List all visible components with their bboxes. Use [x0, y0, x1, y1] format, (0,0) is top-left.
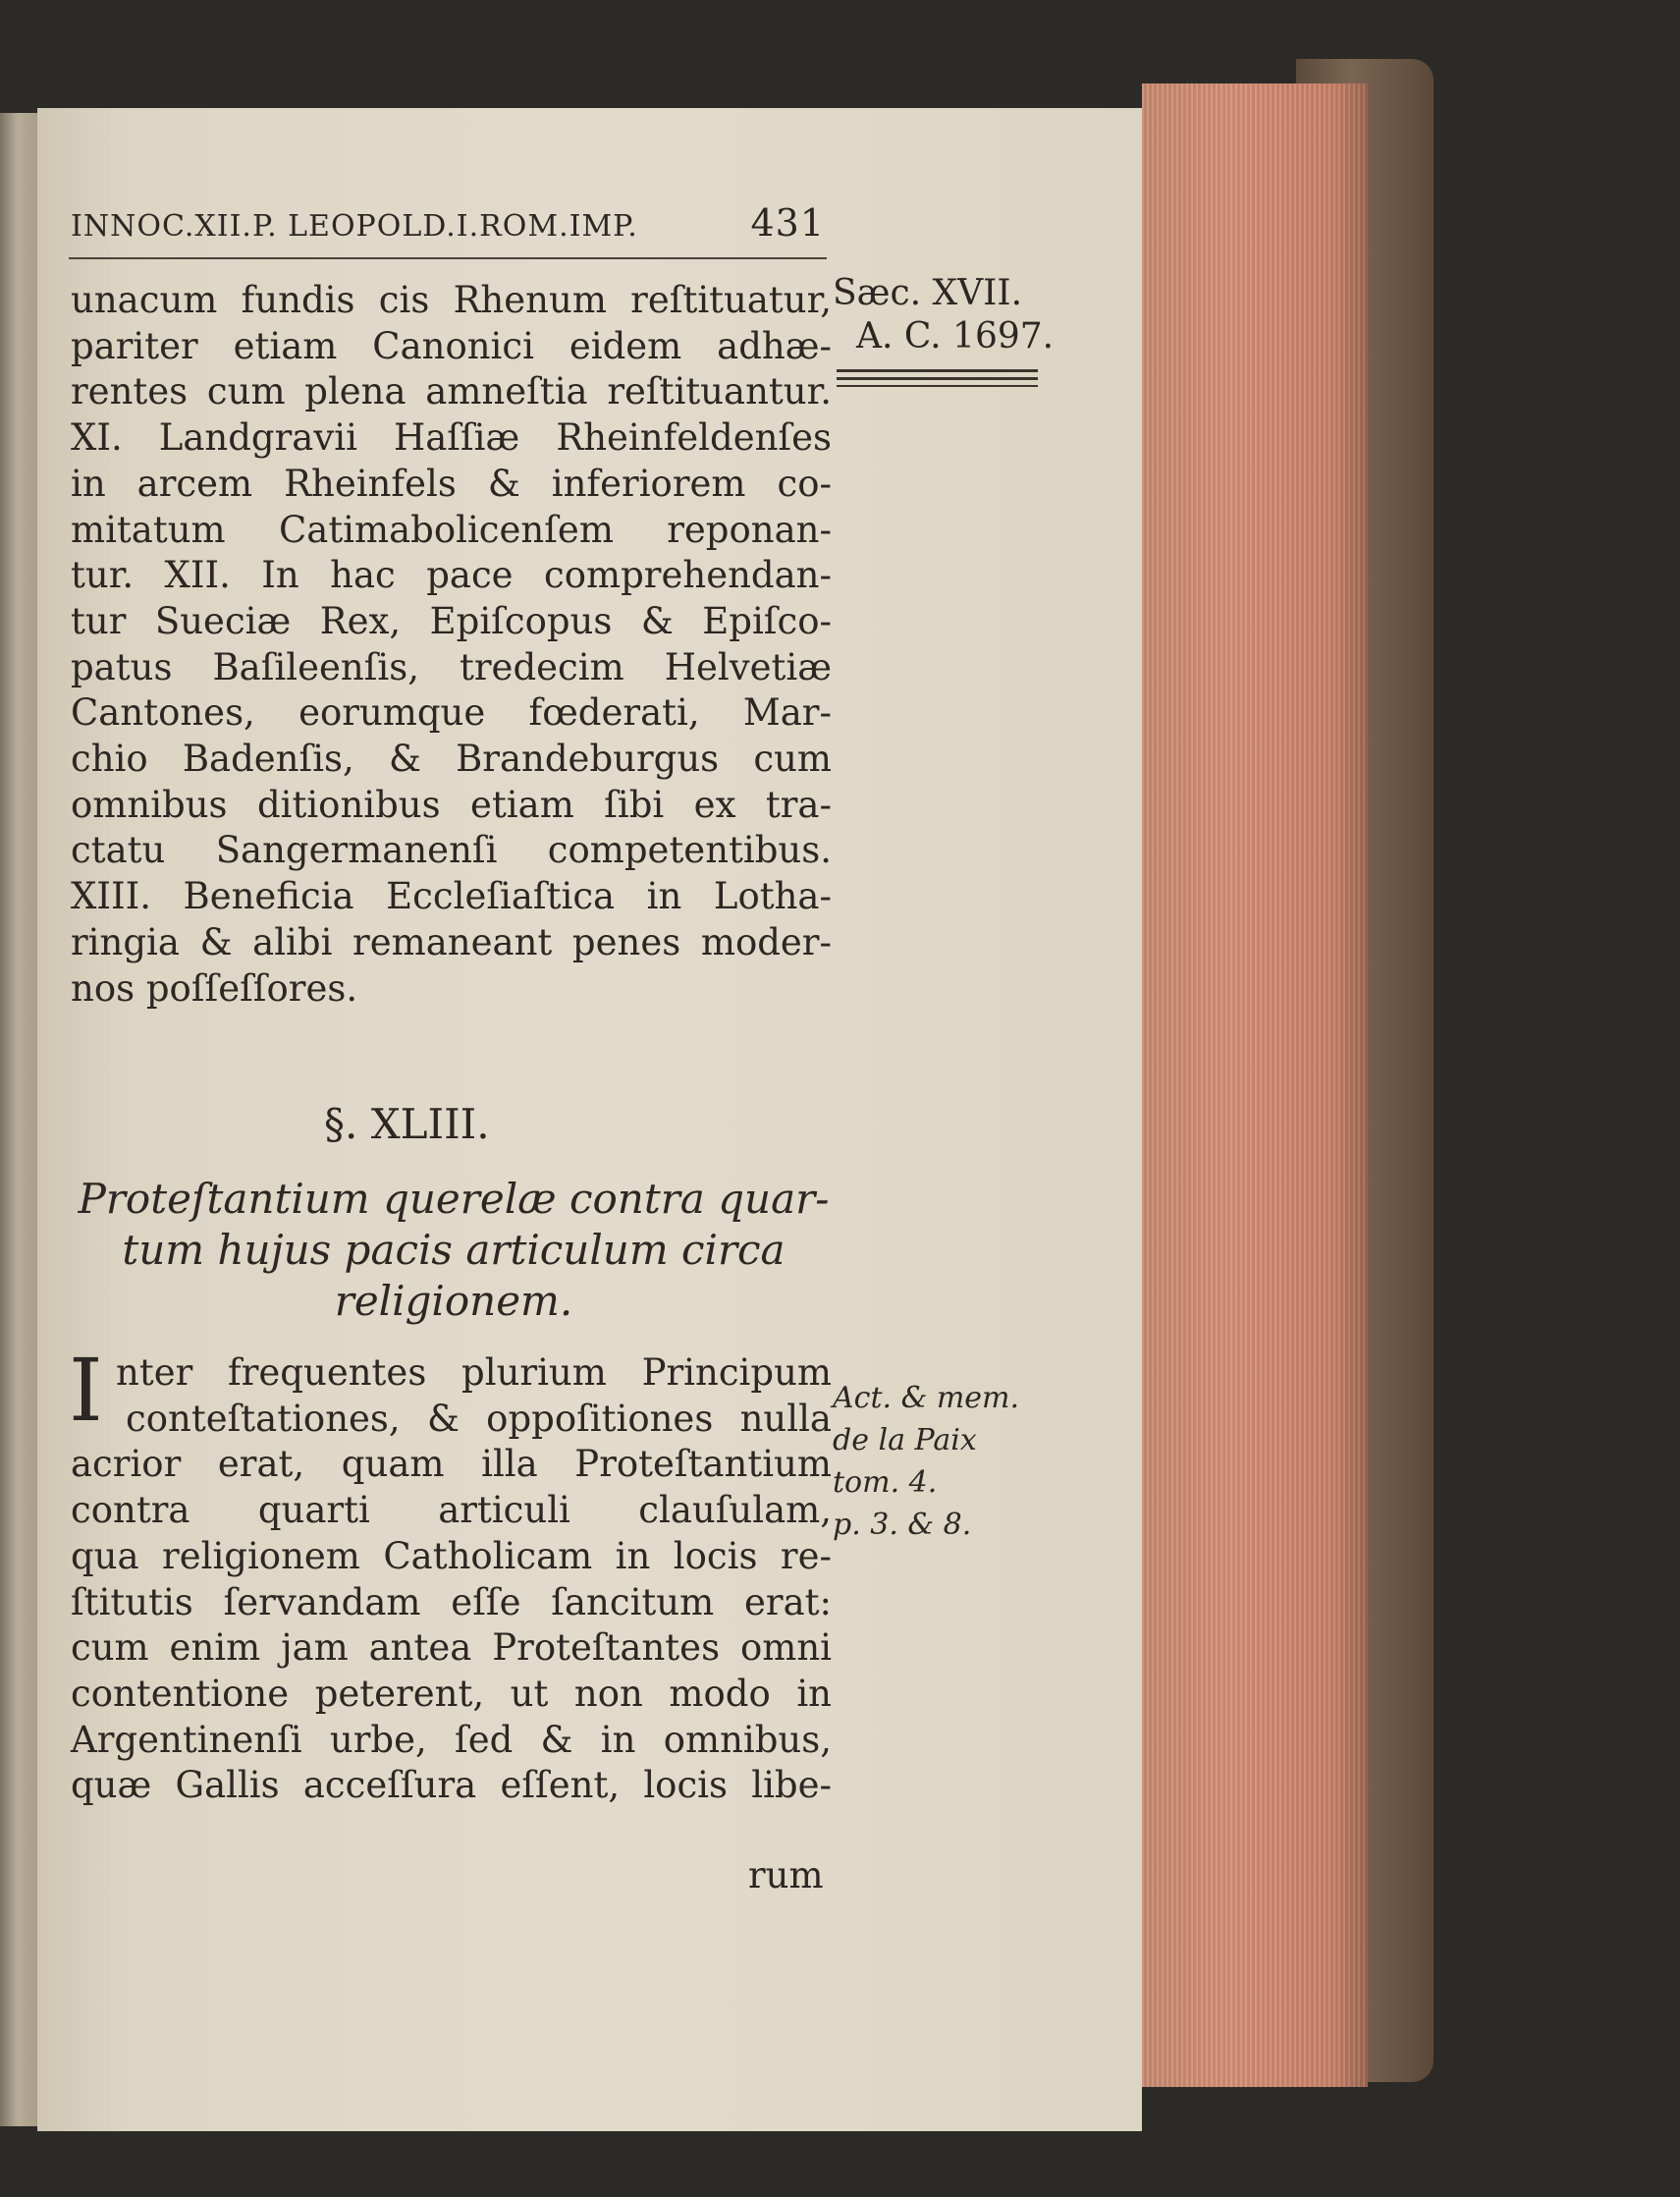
margin-reference-line: p. 3. & 8. — [833, 1508, 972, 1542]
text-line: XIII. Beneficia Eccleſiaſtica in Lotha- — [71, 875, 832, 918]
section-number: §. XLIII. — [324, 1100, 490, 1148]
text-line: patus Baſileenſis, tredecim Helvetiæ — [71, 645, 832, 688]
margin-reference-line: Act. & mem. — [833, 1381, 1020, 1415]
running-head — [71, 201, 825, 245]
text-line: ſtitutis ſervandam eſſe ſancitum erat: — [71, 1580, 832, 1623]
text-line: nos poſſeſſores. — [71, 966, 358, 1010]
text-line: rentes cum plena amneſtia reſtituantur. — [71, 370, 832, 413]
text-line: omnibus ditionibus etiam ſibi ex tra- — [71, 783, 832, 826]
text-line: contentione peterent, ut non modo in — [71, 1672, 832, 1715]
text-line: pariter etiam Canonici eidem adhæ- — [71, 324, 832, 367]
margin-reference-line: de la Paix — [833, 1423, 977, 1457]
section-title-line: Proteſtantium querelæ contra quar- — [78, 1175, 830, 1223]
drop-cap: I — [69, 1340, 103, 1441]
margin-reference-line: tom. 4. — [833, 1465, 938, 1500]
margin-rule-2 — [837, 377, 1038, 380]
section-title-line: tum hujus pacis articulum circa — [122, 1226, 786, 1274]
text-line: contra quarti articuli clauſulam, — [71, 1489, 832, 1532]
text-line: XI. Landgravii Haſſiæ Rheinfeldenſes — [71, 416, 832, 460]
section-title-line: religionem. — [334, 1277, 573, 1325]
margin-year: A. C. 1697. — [856, 316, 1055, 357]
section-title — [71, 1174, 837, 1327]
text-line: quæ Gallis acceſſura eſſent, locis libe- — [71, 1764, 832, 1807]
text-block-2 — [71, 1350, 832, 1809]
text-line: in arcem Rheinfels & inferiorem co- — [71, 462, 832, 505]
head-rule — [69, 257, 827, 259]
text-line: Cantones, eorumque fœderati, Mar- — [71, 691, 832, 735]
catchword: rum — [748, 1854, 824, 1896]
text-line: chio Badenſis, & Brandeburgus cum — [71, 738, 832, 781]
text-line: ringia & alibi remaneant penes moder- — [71, 920, 832, 963]
margin-rule-3 — [837, 385, 1038, 387]
left-page-edge — [0, 113, 39, 2126]
text-line: conteſtationes, & oppoſitiones nulla — [126, 1397, 832, 1440]
margin-reference — [833, 1377, 1019, 1546]
text-line: cum enim jam antea Proteſtantes omni — [71, 1626, 832, 1670]
text-line: mitatum Catimabolicenſem reponan- — [71, 508, 832, 551]
text-block-1 — [71, 278, 832, 1012]
text-line: unacum fundis cis Rhenum reſtituatur, — [71, 279, 832, 321]
margin-century: Sæc. XVII. — [833, 273, 1023, 313]
text-line: Argentinenſi urbe, ſed & in omnibus, — [71, 1718, 832, 1761]
text-line: nter frequentes plurium Principum — [116, 1351, 832, 1394]
page-number: 431 — [750, 201, 825, 245]
text-line: ctatu Sangermanenſi competentibus. — [71, 829, 832, 872]
text-line: qua religionem Catholicam in locis re- — [71, 1534, 832, 1577]
running-head-title: INNOC.XII.P. LEOPOLD.I.ROM.IMP. — [71, 209, 638, 244]
page-edges — [1142, 83, 1368, 2087]
text-line: tur. XII. In hac pace comprehendan- — [71, 554, 832, 597]
text-line: tur Sueciæ Rex, Epiſcopus & Epiſco- — [71, 599, 832, 642]
text-line: acrior erat, quam illa Proteſtantium — [71, 1443, 832, 1486]
margin-rule-1 — [837, 369, 1038, 372]
